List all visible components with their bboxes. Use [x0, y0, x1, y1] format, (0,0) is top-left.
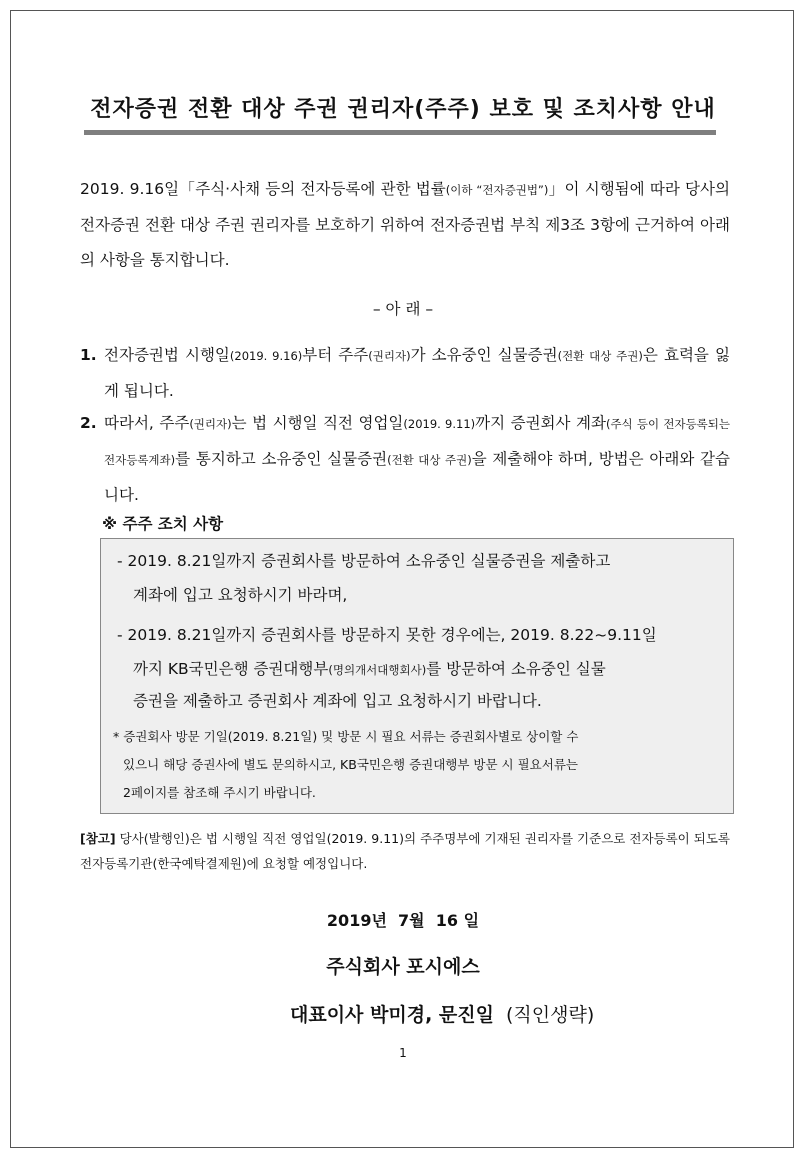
box-line-5: 증권을 제출하고 증권회사 계좌에 입고 요청하시기 바랍니다. [133, 692, 542, 710]
reference-text: 당사(발행인)은 법 시행일 직전 영업일(2019. 9.11)의 주주명부에 기재된 권리자를 기준으로 전자등록이 되도록 전자등록기관(한국예탁결제원)에 요청할 예정입니다. [80, 831, 730, 871]
item-small-text: (전환 대상 주권) [557, 349, 643, 363]
box-line-3: - 2019. 8.21일까지 증권회사를 방문하지 못한 경우에는, 2019. 8.22~9.11일 [117, 626, 657, 644]
list-item-2 [80, 406, 730, 513]
item-small-text: (권리자) [189, 417, 232, 431]
item-text: 를 통지하고 소유중인 실물증권 [175, 450, 388, 468]
page-number: 1 [399, 1046, 407, 1060]
box-note-1: * 증권회사 방문 기일(2019. 8.21일) 및 방문 시 필요 서류는 증권회사별로 상이할 수 [113, 729, 579, 744]
item-text: 는 법 시행일 직전 영업일 [231, 414, 404, 432]
title-underline [84, 130, 716, 135]
intro-text-small: (이하 “전자증권법”) [445, 183, 549, 197]
item-small-text: (전환 대상 주권) [387, 453, 472, 467]
ceo-names: 대표이사 박미경, 문진일 [290, 1004, 494, 1026]
item-small-text: (2019. 9.11) [403, 417, 476, 431]
box-line-4 [133, 657, 606, 679]
item-small-text: (주식 등이 전자등록되는 전자등록계좌) [104, 417, 731, 467]
list-item-body [80, 406, 730, 513]
intro-paragraph [80, 172, 730, 278]
item-text: 가 소유중인 실물증권 [410, 346, 558, 364]
box-note-2: 있으니 해당 증권사에 별도 문의하시고, KB국민은행 증권대행부 방문 시 필요서류는 [123, 757, 578, 772]
document-title: 전자증권 전환 대상 주권 권리자(주주) 보호 및 조치사항 안내 [90, 97, 716, 122]
box-note-3: 2페이지를 참조해 주시기 바랍니다. [123, 785, 316, 800]
reference-label: [참고] [80, 831, 116, 846]
item-small-text: (권리자) [368, 349, 411, 363]
list-item-number: 2. [80, 414, 97, 432]
box-small-text: (명의개서대행회사) [328, 663, 427, 677]
item-text: 전자증권법 시행일 [104, 346, 230, 364]
box-text: 까지 KB국민은행 증권대행부 [133, 660, 329, 678]
list-item-body [80, 338, 730, 409]
box-line-1: - 2019. 8.21일까지 증권회사를 방문하여 소유중인 실물증권을 제출하고 [117, 552, 611, 570]
item-text: 을 제출해야 하며, 방법은 아래와 같습니다. [104, 450, 731, 504]
list-item-1 [80, 338, 730, 409]
intro-text-1: 2019. 9.16일「주식·사채 등의 전자등록에 관한 법률 [80, 180, 446, 198]
reference-note [80, 826, 730, 876]
item-text: 까지 증권회사 계좌 [475, 414, 606, 432]
box-text: 를 방문하여 소유중인 실물 [426, 660, 606, 678]
seal-omitted: (직인생략) [506, 1004, 595, 1026]
section-heading-below: – 아 래 – [372, 300, 434, 318]
item-text: 은 효력을 잃게 됩니다. [104, 346, 730, 400]
company-name: 주식회사 포시에스 [326, 956, 480, 978]
intro-text-2: 」이 시행됨에 따라 당사의 전자증권 전환 대상 주권 권리자를 보호하기 위하여 전자증권법 부칙 제3조 3항에 근거하여 아래의 사항을 통지합니다. [80, 180, 730, 269]
shareholder-actions-heading: ※ 주주 조치 사항 [102, 515, 224, 533]
list-item-number: 1. [80, 346, 97, 364]
item-small-text: (2019. 9.16) [229, 349, 303, 363]
box-line-2: 계좌에 입고 요청하시기 바라며, [133, 586, 348, 604]
shareholder-actions-box [100, 538, 734, 814]
item-text: 따라서, 주주 [104, 414, 190, 432]
ceo-signature-line [290, 1000, 594, 1027]
notice-date: 2019년 7월 16 일 [326, 911, 480, 930]
item-text: 부터 주주 [302, 346, 369, 364]
